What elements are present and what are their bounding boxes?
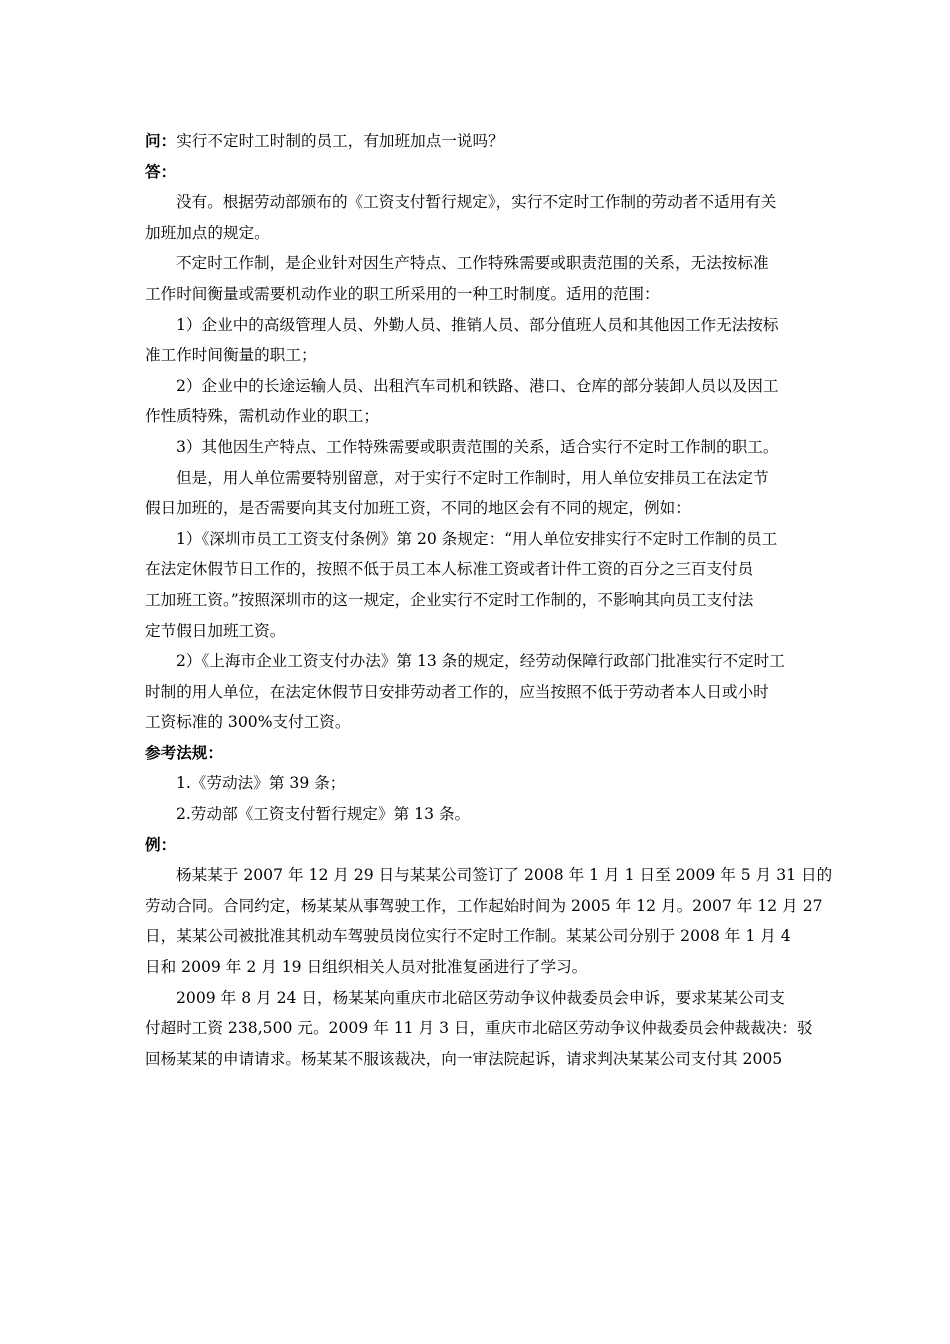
- answer-line: 准工作时间衡量的职工；: [145, 346, 317, 365]
- example-body: [145, 860, 833, 1074]
- question-text: 实行不定时工时制的员工，有加班加点一说吗？: [176, 132, 504, 150]
- example-line: 劳动合同。合同约定，杨某某从事驾驶工作，工作起始时间为 2005 年 12 月。2007 年 12 月 27: [145, 896, 823, 915]
- example-line: 日和 2009 年 2 月 19 日组织相关人员对批准复函进行了学习。: [145, 958, 588, 977]
- answer-line: 作性质特殊，需机动作业的职工；: [145, 407, 379, 426]
- example-line: 日，某某公司被批准其机动车驾驶员岗位实行不定时工作制。某某公司分别于 2008 年 1 月 4: [145, 927, 791, 946]
- question-line: [145, 126, 810, 157]
- answer-line: 不定时工作制，是企业针对因生产特点、工作特殊需要或职责范围的关系，无法按标准: [176, 254, 769, 273]
- references-label: 参考法规：: [145, 742, 223, 762]
- answer-line: 但是，用人单位需要特别留意，对于实行不定时工作制时，用人单位安排员工在法定节: [176, 468, 769, 487]
- references-list: [145, 768, 810, 829]
- answer-line: 定节假日加班工资。: [145, 621, 286, 640]
- example-line: 2009 年 8 月 24 日，杨某某向重庆市北碚区劳动争议仲裁委员会申诉，要求某某公司支: [176, 988, 785, 1007]
- question-label: 问：: [145, 131, 177, 150]
- answer-line: 2）《上海市企业工资支付办法》第 13 条的规定，经劳动保障行政部门批准实行不定时工: [176, 652, 785, 671]
- answer-line: 时制的用人单位，在法定休假节日安排劳动者工作的，应当按照不低于劳动者本人日或小时: [145, 682, 769, 701]
- answer-line: 工资标准的 300%支付工资。: [145, 713, 351, 732]
- reference-item: 2.劳动部《工资支付暂行规定》第 13 条。: [176, 805, 471, 824]
- answer-label: 答：: [145, 161, 177, 181]
- reference-item: 1.《劳动法》第 39 条；: [176, 774, 346, 793]
- answer-line: 工作时间衡量或需要机动作业的职工所采用的一种工时制度。适用的范围：: [145, 284, 660, 303]
- example-line: 回杨某某的申请请求。杨某某不服该裁决，向一审法院起诉，请求判决某某公司支付其 2005: [145, 1049, 783, 1068]
- example-line: 杨某某于 2007 年 12 月 29 日与某某公司签订了 2008 年 1 月 1 日至 2009 年 5 月 31 日的: [176, 866, 833, 885]
- document-page: [145, 126, 833, 1074]
- example-line: 付超时工资 238,500 元。2009 年 11 月 3 日，重庆市北碚区劳动争议仲裁委员会仲裁裁决：驳: [145, 1019, 813, 1038]
- answer-line: 工加班工资。”按照深圳市的这一规定，企业实行不定时工作制的，不影响其向员工支付法: [145, 590, 754, 609]
- answer-line: 没有。根据劳动部颁布的《工资支付暂行规定》，实行不定时工作制的劳动者不适用有关: [176, 193, 777, 212]
- example-label: 例：: [145, 834, 177, 854]
- answer-line: 假日加班的，是否需要向其支付加班工资，不同的地区会有不同的规定，例如：: [145, 499, 691, 518]
- answer-line: 2）企业中的长途运输人员、出租汽车司机和铁路、港口、仓库的部分装卸人员以及因工: [176, 376, 779, 395]
- answer-body: [145, 187, 810, 738]
- answer-line: 加班加点的规定。: [145, 223, 270, 242]
- answer-line: 1）《深圳市员工工资支付条例》第 20 条规定：“用人单位安排实行不定时工作制的员工: [176, 529, 778, 548]
- answer-line: 3）其他因生产特点、工作特殊需要或职责范围的关系，适合实行不定时工作制的职工。: [176, 437, 779, 456]
- answer-line: 在法定休假节日工作的，按照不低于员工本人标准工资或者计件工资的百分之三百支付员: [145, 560, 754, 579]
- answer-line: 1）企业中的高级管理人员、外勤人员、推销人员、部分值班人员和其他因工作无法按标: [176, 315, 779, 334]
